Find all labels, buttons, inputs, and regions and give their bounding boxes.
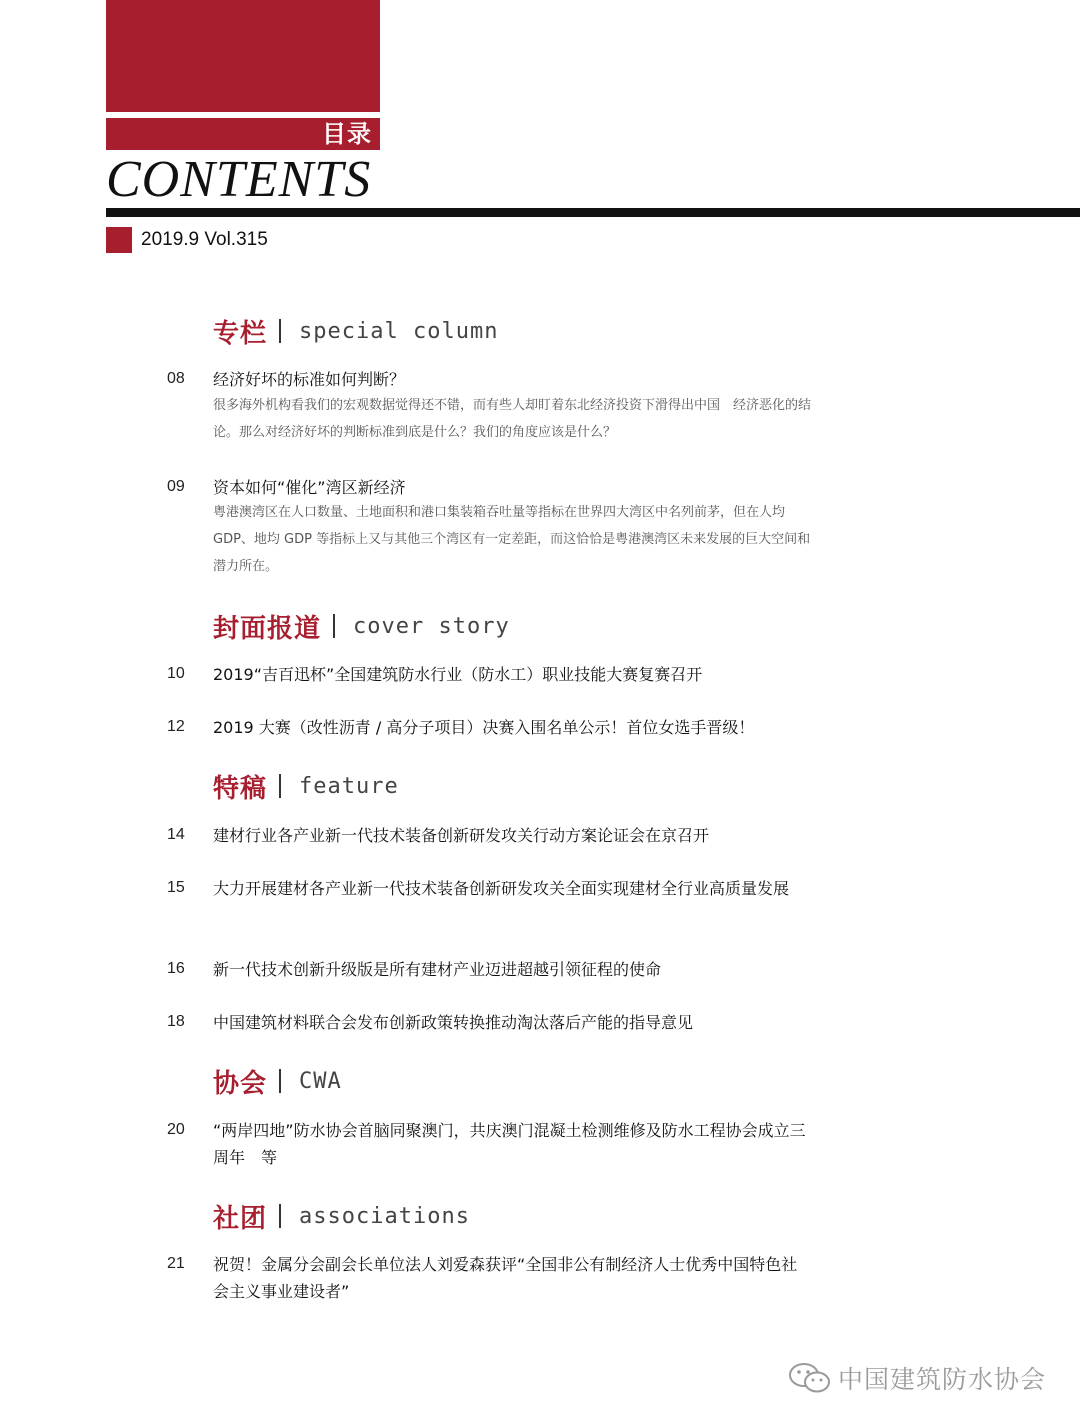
section-title-zh: 封面报道 bbox=[213, 613, 322, 644]
article-title[interactable]: 中国建筑材料联合会发布创新政策转换推动淘汰落后产能的指导意见 bbox=[213, 1013, 694, 1032]
section-divider bbox=[279, 1204, 281, 1228]
section-title-en: special column bbox=[299, 318, 499, 344]
watermark-text: 中国建筑防水协会 bbox=[837, 1365, 1046, 1394]
article-title[interactable]: 祝贺！金属分会副会长单位法人刘爱森获评“全国非公有制经济人士优秀中国特色社会主义事业建设者” bbox=[213, 1255, 798, 1301]
contents-heading: CONTENTS bbox=[106, 151, 372, 208]
mulu-label: 目录 bbox=[322, 119, 372, 148]
page-number: 15 bbox=[167, 879, 185, 896]
section-title-zh: 协会 bbox=[213, 1068, 268, 1099]
section-title-en: CWA bbox=[299, 1068, 342, 1094]
page-number: 14 bbox=[167, 826, 185, 843]
section-title-zh: 专栏 bbox=[213, 318, 268, 349]
section-title-en: feature bbox=[299, 773, 399, 799]
page-number: 16 bbox=[167, 960, 185, 977]
article-title[interactable]: 建材行业各产业新一代技术装备创新研发攻关行动方案论证会在京召开 bbox=[213, 826, 710, 845]
section-heading-associations bbox=[213, 1196, 470, 1236]
header-red-band bbox=[106, 118, 380, 150]
section-divider bbox=[333, 614, 335, 638]
article-title[interactable]: 2019 大赛（改性沥青 / 高分子项目）决赛入围名单公示！首位女选手晋级！ bbox=[213, 718, 755, 737]
issue-label: 2019.9 Vol.315 bbox=[141, 229, 268, 250]
page-number: 08 bbox=[167, 370, 185, 387]
issue-marker bbox=[106, 227, 132, 253]
article-summary: 粤港澳湾区在人口数量、土地面积和港口集装箱吞吐量等指标在世界四大湾区中名列前茅，但在人均 GDP、地均 GDP 等指标上又与其他三个湾区有一定差距，而这恰恰是粤港澳湾区未来发展的巨大空间和潜力所在。 bbox=[213, 505, 811, 574]
page-number: 09 bbox=[167, 478, 185, 495]
page-number: 21 bbox=[167, 1255, 185, 1272]
header-rule bbox=[106, 208, 1080, 217]
article-title[interactable]: 新一代技术创新升级版是所有建材产业迈进超越引领征程的使命 bbox=[213, 960, 662, 979]
section-divider bbox=[279, 774, 281, 798]
article-summary: 很多海外机构看我们的宏观数据觉得还不错，而有些人却盯着东北经济投资下滑得出中国 经济恶化的结论。那么对经济好坏的判断标准到底是什么？我们的角度应该是什么？ bbox=[213, 398, 812, 440]
article-title[interactable]: “两岸四地”防水协会首脑同聚澳门，共庆澳门混凝土检测维修及防水工程协会成立三周年 等 bbox=[213, 1121, 806, 1167]
article-title[interactable]: 2019“吉百迅杯”全国建筑防水行业（防水工）职业技能大赛复赛召开 bbox=[213, 665, 703, 684]
section-heading-special-column bbox=[213, 311, 498, 351]
wechat-icon bbox=[788, 1361, 832, 1395]
page-number: 18 bbox=[167, 1013, 185, 1030]
section-title-zh: 特稿 bbox=[213, 773, 268, 804]
header-red-block bbox=[106, 0, 380, 112]
section-title-en: cover story bbox=[353, 613, 510, 639]
page-number: 20 bbox=[167, 1121, 185, 1138]
section-title-zh: 社团 bbox=[213, 1203, 268, 1234]
page-number: 10 bbox=[167, 665, 185, 682]
section-divider bbox=[279, 1069, 281, 1093]
article-title[interactable]: 大力开展建材各产业新一代技术装备创新研发攻关全面实现建材全行业高质量发展 bbox=[213, 879, 790, 898]
section-heading-cover-story bbox=[213, 606, 510, 646]
section-heading-feature bbox=[213, 766, 399, 806]
section-heading-cwa bbox=[213, 1061, 342, 1101]
article-title[interactable]: 资本如何“催化”湾区新经济 bbox=[213, 478, 406, 497]
section-title-en: associations bbox=[299, 1203, 470, 1229]
wechat-watermark bbox=[788, 1358, 1046, 1398]
page-number: 12 bbox=[167, 718, 185, 735]
article-title[interactable]: 经济好坏的标准如何判断？ bbox=[213, 370, 406, 389]
section-divider bbox=[279, 319, 281, 343]
